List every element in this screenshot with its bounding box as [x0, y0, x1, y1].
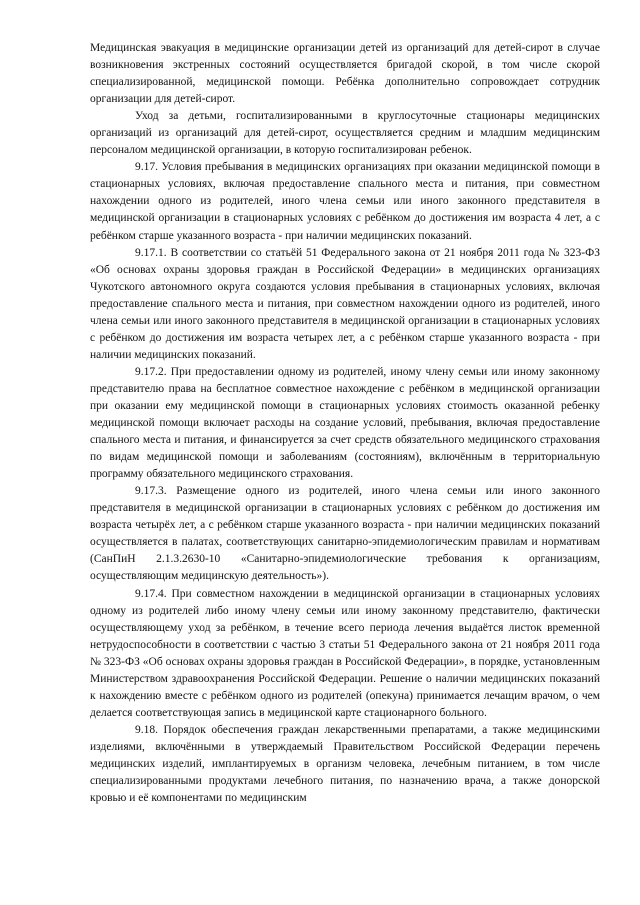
paragraph-9-17: 9.17. Условия пребывания в медицинских организациях при оказании медицинской помощи в стационарных условиях, включая предоставление спального места и питания, при совместном нахождении одного из родителей, иного члена семьи или иного законного представителя в медицинской организации в стационарных условиях с ребёнком до достижения им возраста 4 лет, а с ребёнком старше указанного возраста - при наличии медицинских показаний. — [90, 161, 600, 242]
paragraph-9-17-2: 9.17.2. При предоставлении одному из родителей, иному члену семьи или иному законному представителю права на бесплатное совместное нахождение с ребёнком в медицинской организации при оказании ему медицинской помощи в стационарных условиях стоимость оказанной ребенку медицинской помощи включает расходы на создание условий, пребывания, включая предоставление спального места и питания, и финансируется за счет средств обязательного медицинского страхования по видам медицинской помощи и заболеваниям (состояниям), включённым в территориальную программу обязательного медицинского страхования. — [90, 365, 600, 481]
paragraph-child-care: Уход за детьми, госпитализированными в круглосуточные стационары медицинских организаций из организаций для детей-сирот, осуществляется средним и младшим медицинским персоналом медицинской организации, в которую госпитализирован ребенок. — [90, 110, 600, 157]
paragraph-9-17-1: 9.17.1. В соответствии со статьёй 51 Федерального закона от 21 ноября 2011 года № 323-ФЗ «Об основах охраны здоровья граждан в Российской Федерации» в медицинских организациях Чукотского автономного округа создаются условия пребывания в стационарных условиях, включая предоставление спального места и питания, при совместном нахождении одного из родителей, иного члена семьи или иного законного представителя в медицинской организации в стационарных условиях с ребёнком до достижения им возраста четырех лет, а с ребёнком старше указанного возраста - при наличии медицинских показаний. — [90, 246, 600, 361]
paragraph-9-17-4: 9.17.4. При совместном нахождении в медицинской организации в стационарных условиях одному из родителей либо иному члену семьи или иному законному представителю, фактически осуществляющему уход за ребёнком, в течение всего периода лечения выдаётся листок временной нетрудоспособности в соответствии с частью 3 статьи 51 Федерального закона от 21 ноября 2011 года № 323-ФЗ «Об основах охраны здоровья граждан в Российской Федерации», в порядке, установленным Министерством здравоохранения Российской Федерации. Решение о наличии медицинских показаний к нахождению вместе с ребёнком одного из родителей (опекуна) принимается лечащим врачом, о чем делается соответствующая запись в медицинской карте стационарного больного. — [90, 587, 600, 719]
document-page — [90, 40, 600, 807]
paragraph-9-18: 9.18. Порядок обеспечения граждан лекарственными препаратами, а также медицинскими изделиями, включёнными в утверждаемый Правительством Российской Федерации перечень медицинских изделий, имплантируемых в организм человека, лечебным питанием, в том числе специализированными продуктами лечебного питания, по назначению врача, а также донорской кровью и её компонентами по медицинским — [90, 723, 600, 805]
paragraph-9-17-3: 9.17.3. Размещение одного из родителей, иного члена семьи или иного законного представителя в медицинской организации в стационарных условиях с ребёнком до достижения им возраста четырёх лет, а с ребёнком старше указанного возраста - при наличии медицинских показаний осуществляется в палатах, соответствующих санитарно-эпидемиологическим правилам и нормативам (СанПиН 2.1.3.2630-10 «Санитарно-эпидемиологические требования к организациям, осуществляющим медицинскую деятельность»). — [90, 485, 600, 583]
paragraph-evacuation: Медицинская эвакуация в медицинские организации детей из организаций для детей-сирот в случае возникновения экстренных состояний осуществляется бригадой скорой, в том числе скорой специализированной, медицинской помощи. Ребёнка дополнительно сопровождает сотрудник организации для детей-сирот. — [90, 42, 600, 106]
